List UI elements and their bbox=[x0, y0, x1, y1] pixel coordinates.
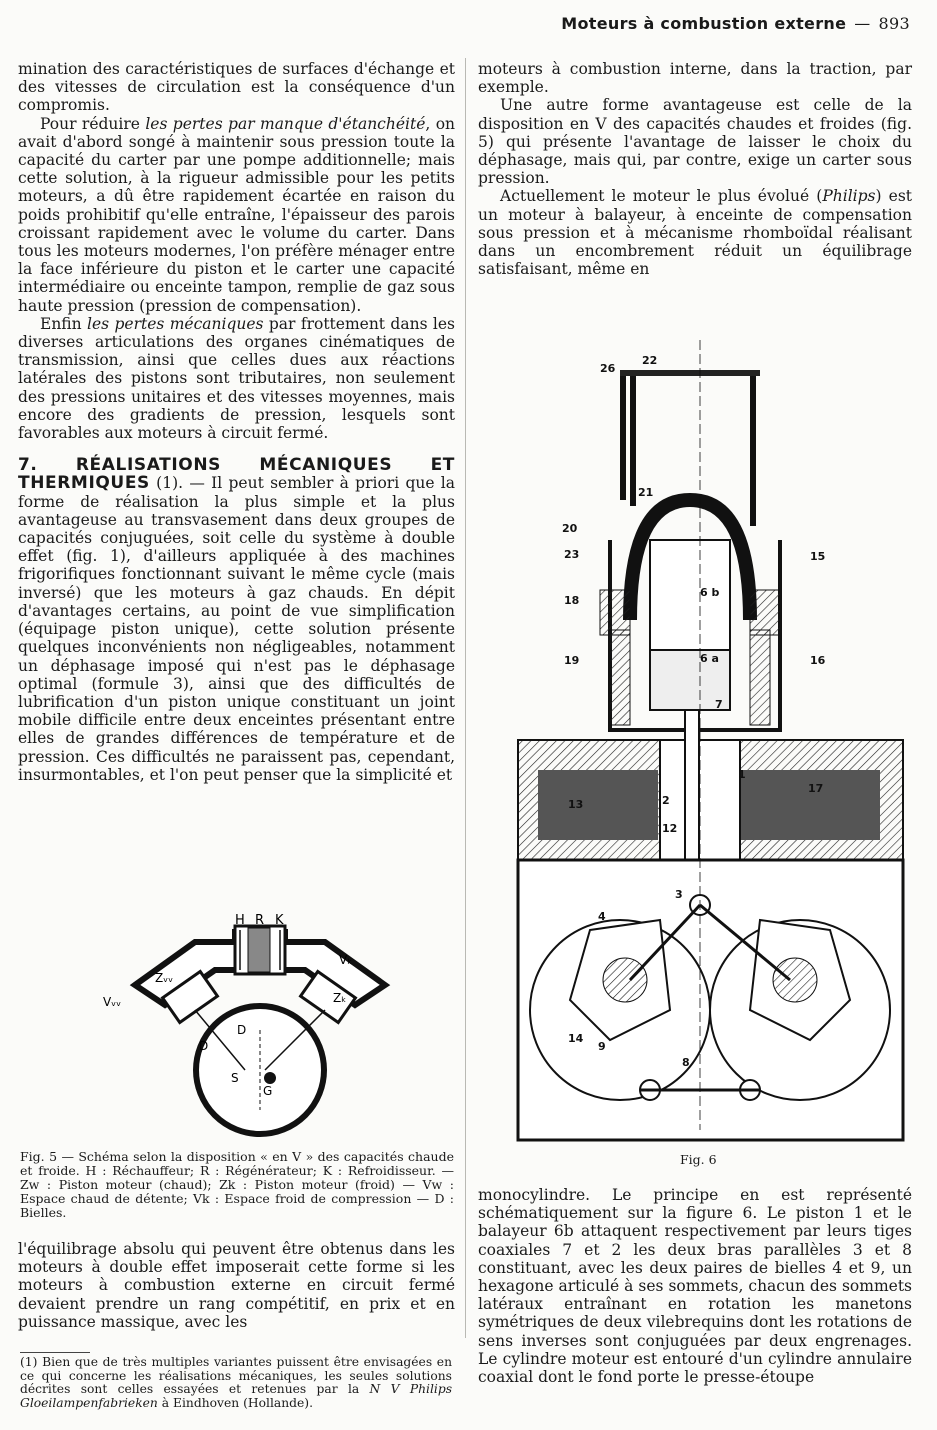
fig5-label-s: S bbox=[231, 1071, 239, 1085]
emphasis-philips: Philips bbox=[822, 187, 876, 206]
footnote-company: N V Philips Gloeilampenfabrieken bbox=[20, 1382, 453, 1410]
section-7-paragraph: 7. RÉALISATIONS MÉCANIQUES ET THERMIQUES (1). — Il peut sembler à priori que la forme de réalisation la plus simple et la plus avantageuse au transvasement dans deux groupes de capacités conjuguées, soit celle du système à double effet (fig. 1), d'ailleurs appliquée à des machines frigorifiques fonctionnant suivant le même cycle (mais inversé) que les moteurs à gaz chauds. En dépit d'avantages certains, au point de vue simplification (équipage piston unique), cette solution présente quelques inconvénients non négligeables, notamment un déphasage imposé qui n'est pas le déphasage optimal (formule 3), ainsi que des difficultés de lubrification d'un piston unique constituant un joint mobile difficile entre deux enceintes présentant entre elles de grandes différences de température et de pression. Ces difficultés ne paraissent pas, cependant, insurmontables, et l'on peut penser que la simplicité et bbox=[18, 455, 456, 784]
fig5-label-g: G bbox=[263, 1084, 273, 1098]
fig6-label-6b: 6 b bbox=[700, 586, 720, 599]
fig6-label-18: 18 bbox=[564, 594, 580, 607]
right-paragraph-3: Actuellement le moteur le plus évolué (Philips) est un moteur à balayeur, à enceinte de compensation sous pression et à mécanisme rhomboïdal réalisant dans un encombrement réduit un équilibrage satisfaisant, même en bbox=[478, 187, 912, 279]
header-dash: — bbox=[854, 14, 871, 33]
left-paragraph-5: l'équilibrage absolu qui peuvent être obtenus dans les moteurs à double effet imposerait cette forme si les moteurs à combustion externe en circuit fermé devaient prendre un rang compétitif, en prix et en puissance massique, avec les bbox=[18, 1240, 455, 1331]
fig6-label-3: 3 bbox=[675, 888, 683, 901]
page-number: 893 bbox=[878, 14, 910, 33]
section-footnote-ref: (1). bbox=[149, 474, 184, 493]
fig5-label-d2: D bbox=[199, 1039, 209, 1053]
right-column-top bbox=[478, 60, 912, 278]
fig6-label-1: 1 bbox=[738, 768, 746, 781]
fig6-label-21: 21 bbox=[638, 486, 654, 499]
right-paragraph-1: moteurs à combustion interne, dans la traction, par exemple. bbox=[478, 60, 912, 97]
right-paragraph-2: Une autre forme avantageuse est celle de la disposition en V des capacités chaudes et froides (fig. 5) qui présente l'avantage de laisser le choix du déphasage, mais qui, par contre, exige un carter sous pression. bbox=[478, 96, 912, 188]
left-paragraph-1: mination des caractéristiques de surfaces d'échange et des vitesses de circulation est la conséquence d'un compromis. bbox=[18, 60, 455, 115]
figure-5-v-engine-diagram bbox=[95, 910, 395, 1140]
fig6-label-6a: 6 a bbox=[700, 652, 719, 665]
footnote-rule bbox=[20, 1352, 90, 1353]
fig6-label-20: 20 bbox=[562, 522, 578, 535]
fig5-label-zk: Zₖ bbox=[333, 991, 347, 1005]
left-paragraph-3: Enfin les pertes mécaniques par frottement dans les diverses articulations des organes cinématiques de transmission, ainsi que celles dues aux réactions latérales des pistons sont tributaires, non seulement des pressions unitaires et des vitesses moyennes, mais encore des gradients de pression, lesquels sont favorables aux moteurs à circuit fermé. bbox=[18, 314, 455, 443]
figure-6-philips-engine-section bbox=[510, 320, 910, 1150]
fig5-label-vw: Vᵥᵥ bbox=[103, 995, 122, 1009]
fig6-label-4: 4 bbox=[598, 910, 606, 923]
fig6-label-9: 9 bbox=[598, 1040, 606, 1053]
fig5-label-zw: Zᵥᵥ bbox=[155, 971, 174, 985]
section-title: 7. RÉALISATIONS MÉCANIQUES ET THERMIQUES bbox=[18, 455, 455, 494]
fig5-label-k: K bbox=[275, 913, 284, 928]
fig6-label-7: 7 bbox=[715, 698, 723, 711]
fig5-label-vk: Vₖ bbox=[339, 953, 353, 967]
fig6-label-19: 19 bbox=[564, 654, 580, 667]
fig6-label-12: 12 bbox=[662, 822, 678, 835]
fig6-label-15: 15 bbox=[810, 550, 826, 563]
emphasis-etancheite: les pertes par manque d'étanchéité bbox=[145, 114, 426, 133]
left-column-bottom bbox=[18, 1240, 455, 1331]
fig6-label-13: 13 bbox=[568, 798, 584, 811]
fig5-label-d1: D bbox=[237, 1023, 247, 1037]
fig6-label-26: 26 bbox=[600, 362, 616, 375]
fig6-label-2: 2 bbox=[662, 794, 670, 807]
fig5-label-r: R bbox=[255, 913, 265, 928]
left-column bbox=[18, 60, 455, 784]
fig6-label-8: 8 bbox=[682, 1056, 690, 1069]
right-column-bottom bbox=[478, 1186, 912, 1386]
fig6-label-22: 22 bbox=[642, 354, 658, 367]
fig6-label-17: 17 bbox=[808, 782, 824, 795]
running-header bbox=[470, 14, 910, 33]
footnote: (1) Bien que de très multiples variantes puissent être envisagées en ce qui concerne les réalisations mécaniques, les seules solutions décrites sont celles essayées et retenues par la N V Philips Gloeilampenfabrieken à Eindhoven (Hollande). bbox=[20, 1355, 453, 1410]
figure-6-caption: Fig. 6 bbox=[680, 1152, 717, 1167]
column-rule bbox=[465, 58, 466, 1338]
figure-5-caption: Fig. 5 — Schéma selon la disposition « en V » des capacités chaude et froide. H : Réchauffeur; R : Régénérateur; K : Refroidisseur. — Zw : Piston moteur (chaud); Zk : Piston moteur (froid) — Vw : Espace chaud de détente; Vk : Espace froid de compression — D : Bielles. bbox=[20, 1149, 454, 1220]
fig6-label-14: 14 bbox=[568, 1032, 584, 1045]
fig5-label-h: H bbox=[235, 913, 245, 928]
emphasis-pertes-mecaniques: les pertes mécaniques bbox=[87, 314, 264, 333]
left-paragraph-2: Pour réduire les pertes par manque d'étanchéité, on avait d'abord songé à maintenir sous pression toute la capacité du carter par une pompe additionnelle; mais cette solution, à la rigueur admissible pour les petits moteurs, a dû être rapidement écartée en raison du poids prohibitif qu'elle entraîne, l'épaisseur des parois croissant rapidement avec le volume du carter. Dans tous les moteurs modernes, l'on préfère ménager entre la face inférieure du piston et le carter une capacité intermédiaire ou enceinte tampon, remplie de gaz sous haute pression (pression de compensation). bbox=[18, 114, 456, 315]
header-title: Moteurs à combustion externe bbox=[561, 14, 847, 33]
fig6-label-23: 23 bbox=[564, 548, 580, 561]
right-paragraph-4: monocylindre. Le principe en est représenté schématiquement sur la figure 6. Le piston 1 et le balayeur 6b attaquent respectivement par leurs tiges coaxiales 7 et 2 les deux bras parallèles 3 et 8 constituant, avec les deux paires de bielles 4 et 9, un hexagone articulé à ses sommets, chacun des sommets latéraux entraînant en rotation les manetons symétriques de deux vilebrequins dont les rotations de sens inverses sont conjuguées par deux engrenages. Le cylindre moteur est entouré d'un cylindre annulaire coaxial dont le fond porte le presse-étoupe bbox=[478, 1186, 912, 1387]
fig6-label-16: 16 bbox=[810, 654, 826, 667]
